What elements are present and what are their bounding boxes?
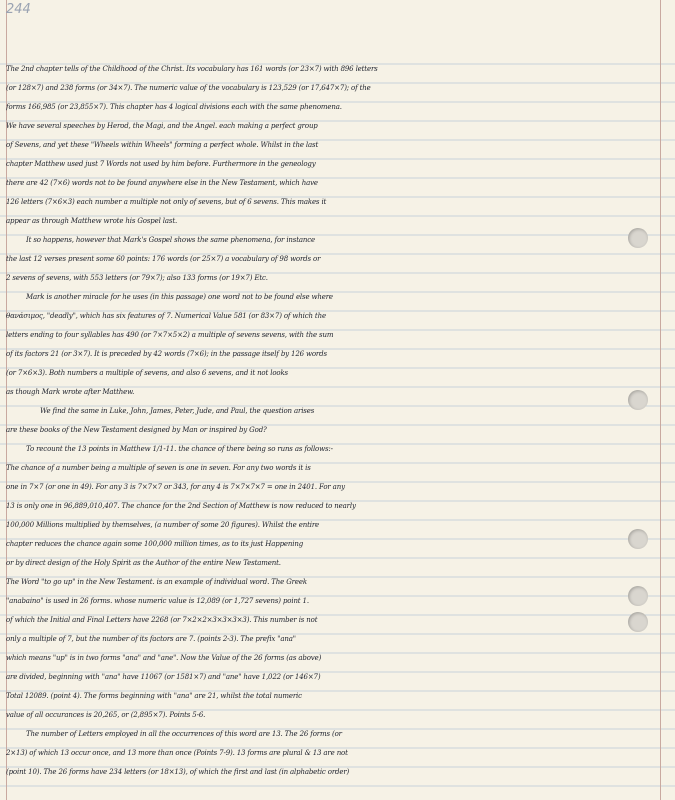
text-line: only a multiple of 7, but the number of its factors are 7. (points 2-3). The prefix "ana" — [6, 635, 296, 643]
right-margin-line — [660, 0, 661, 800]
text-line: are divided, beginning with "ana" have 11067 (or 1581×7) and "ane" have 1,022 (or 146×7) — [6, 673, 321, 681]
text-line: chapter reduces the chance again some 100,000 million times, as to its just Happening — [6, 540, 304, 548]
text-line: 2 sevens of sevens, with 553 letters (or 79×7); also 133 forms (or 19×7) Etc. — [6, 274, 268, 282]
text-line: letters ending to four syllables has 490 (or 7×7×5×2) a multiple of sevens sevens, with the sum — [6, 331, 334, 339]
text-line: there are 42 (7×6) words not to be found anywhere else in the New Testament, which have — [6, 179, 318, 187]
text-line: are these books of the New Testament designed by Man or inspired by God? — [6, 426, 267, 434]
text-line: of Sevens, and yet these "Wheels within Wheels" forming a perfect whole. Whilst in the last — [6, 141, 319, 149]
text-line: forms 166,985 (or 23,855×7). This chapter has 4 logical divisions each with the same phenomena. — [6, 103, 342, 111]
text-line: 13 is only one in 96,889,010,407. The chance for the 2nd Section of Matthew is now reduced to nearly — [6, 502, 356, 510]
text-line: value of all occurances is 20,265, or (2,895×7). Points 5-6. — [6, 711, 206, 719]
text-line: (or 7×6×3). Both numbers a multiple of sevens, and also 6 sevens, and it not looks — [6, 369, 288, 377]
text-line: We have several speeches by Herod, the Magi, and the Angel. each making a perfect group — [6, 122, 318, 130]
text-line: To recount the 13 points in Matthew 1/1-11. the chance of there being so runs as follows:- — [26, 445, 333, 453]
text-line: (point 10). The 26 forms have 234 letters (or 18×13), of which the first and last (in alphabetic order) — [6, 768, 350, 776]
text-line: It so happens, however that Mark's Gospel shows the same phenomena, for instance — [26, 236, 316, 244]
text-line: 2×13) of which 13 occur once, and 13 more than once (Points 7-9). 13 forms are plural & 13 are not — [6, 749, 348, 757]
text-line: "anabaino" is used in 26 forms. whose numeric value is 12,089 (or 1,727 sevens) point 1. — [6, 597, 309, 605]
text-line: of its factors 21 (or 3×7). It is preceded by 42 words (7×6); in the passage itself by 126 words — [6, 350, 327, 358]
text-line: The Word "to go up" in the New Testament. is an example of individual word. The Greek — [6, 578, 307, 586]
text-line: or by direct design of the Holy Spirit as the Author of the entire New Testament. — [6, 559, 281, 567]
text-line: The number of Letters employed in all the occurrences of this word are 13. The 26 forms (or — [26, 730, 342, 738]
text-line: one in 7×7 (or one in 49). For any 3 is 7×7×7 or 343, for any 4 is 7×7×7×7 = one in 2401. For any — [6, 483, 345, 491]
text-line: 126 letters (7×6×3) each number a multiple not only of sevens, but of 6 sevens. This makes it — [6, 198, 327, 206]
text-line: The 2nd chapter tells of the Childhood of the Christ. Its vocabulary has 161 words (or 23×7) with 896 letters — [6, 65, 378, 73]
text-line: Total 12089. (point 4). The forms beginning with "ana" are 21, whilst the total numeric — [6, 692, 302, 700]
text-line: of which the Initial and Final Letters have 2268 (or 7×2×2×3×3×3×3). This number is not — [6, 616, 318, 624]
text-line: θανάσιμος, "deadly", which has six features of 7. Numerical Value 581 (or 83×7) of which the — [6, 312, 326, 320]
text-line: We find the same in Luke, John, James, Peter, Jude, and Paul, the question arises — [40, 407, 315, 415]
text-line: 100,000 Millions multiplied by themselves, (a number of some 20 figures). Whilst the entire — [6, 521, 320, 529]
text-line: appear as through Matthew wrote his Gospel last. — [6, 217, 178, 225]
text-line: the last 12 verses present some 60 points: 176 words (or 25×7) a vocabulary of 98 words or — [6, 255, 321, 263]
page-number: 244 — [6, 2, 31, 17]
text-line: chapter Matthew used just 7 Words not used by him before. Furthermore in the geneology — [6, 160, 316, 168]
text-line: Mark is another miracle for he uses (in this passage) one word not to be found else where — [26, 293, 333, 301]
text-line: (or 128×7) and 238 forms (or 34×7). The numeric value of the vocabulary is 123,529 (or 17,647×7); of the — [6, 84, 371, 92]
text-line: as though Mark wrote after Matthew. — [6, 388, 135, 396]
text-line: The chance of a number being a multiple of seven is one in seven. For any two words it is — [6, 464, 311, 472]
text-line: which means "up" is in two forms "ana" and "ane". Now the Value of the 26 forms (as above) — [6, 654, 322, 662]
